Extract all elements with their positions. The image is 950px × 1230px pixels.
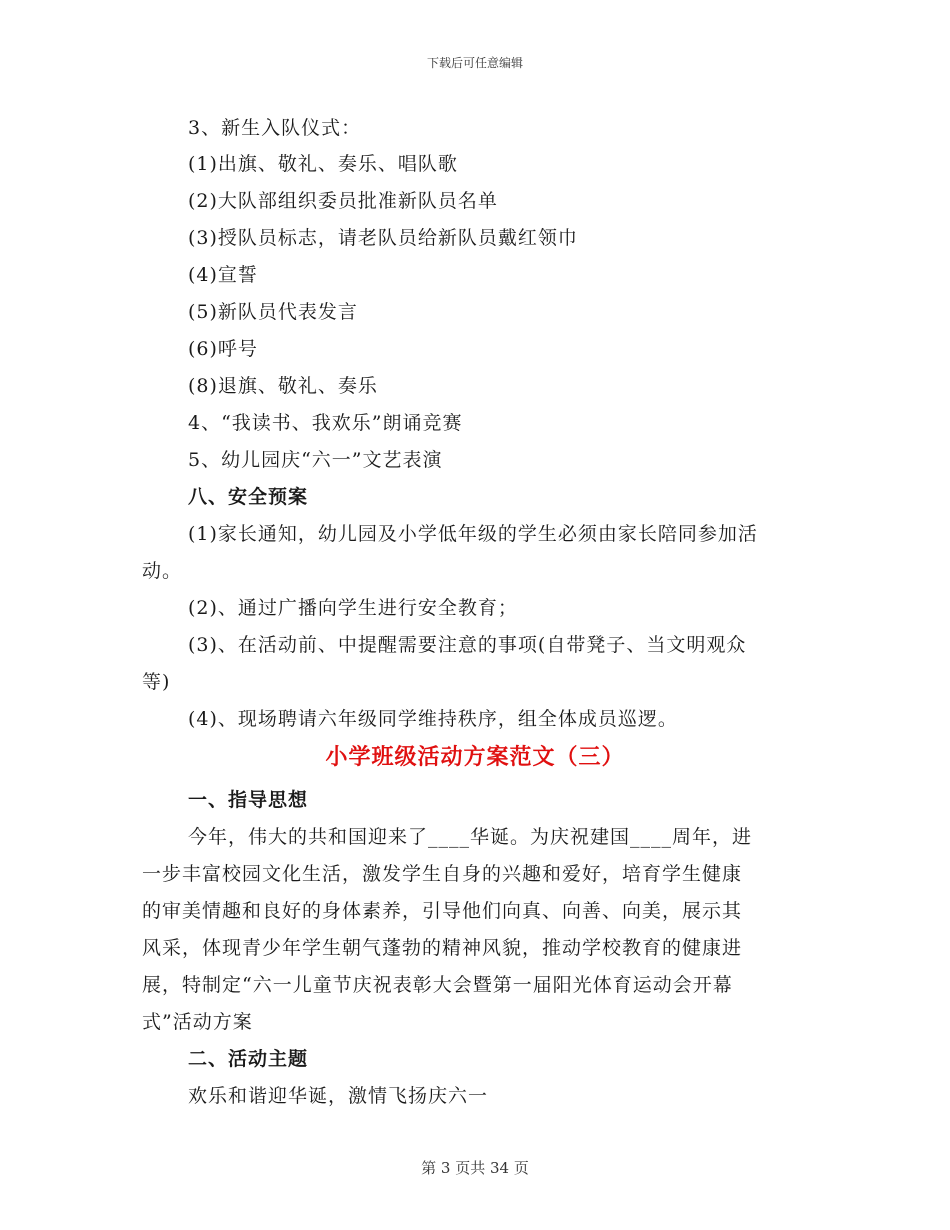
section-title: 小学班级活动方案范文（三） <box>325 744 625 770</box>
safety-item-1-line-1: (1)家长通知，幼儿园及小学低年级的学生必须由家长陪同参加活 <box>188 523 758 545</box>
guiding-line-6: 式”活动方案 <box>142 1011 253 1033</box>
item-5: 5、幼儿园庆“六一”文艺表演 <box>188 449 443 471</box>
guiding-line-1: 今年，伟大的共和国迎来了____华诞。为庆祝建国____周年，进 <box>188 826 753 848</box>
item-3-title: 3、新生入队仪式： <box>188 117 362 139</box>
guiding-line-5: 展，特制定“六一儿童节庆祝表彰大会暨第一届阳光体育运动会开幕 <box>142 974 733 996</box>
ceremony-step: (3)授队员标志，请老队员给新队员戴红领巾 <box>188 227 578 249</box>
theme-heading: 二、活动主题 <box>188 1048 309 1070</box>
ceremony-step: (1)出旗、敬礼、奏乐、唱队歌 <box>188 153 458 175</box>
theme-text: 欢乐和谐迎华诞，激情飞扬庆六一 <box>188 1085 489 1107</box>
ceremony-step: (5)新队员代表发言 <box>188 301 358 323</box>
ceremony-step: (2)大队部组织委员批准新队员名单 <box>188 190 498 212</box>
guiding-heading: 一、指导思想 <box>188 789 309 811</box>
ceremony-step: (4)宣誓 <box>188 264 258 286</box>
guiding-line-2: 一步丰富校园文化生活，激发学生自身的兴趣和爱好，培育学生健康 <box>142 863 743 885</box>
safety-item-2: (2)、通过广播向学生进行安全教育； <box>188 597 518 619</box>
ceremony-step: (6)呼号 <box>188 338 258 360</box>
safety-item-4: (4)、现场聘请六年级同学维持秩序，组全体成员巡逻。 <box>188 708 678 730</box>
guiding-line-4: 风采，体现青少年学生朝气蓬勃的精神风貌，推动学校教育的健康进 <box>142 937 743 959</box>
ceremony-step: (8)退旗、敬礼、奏乐 <box>188 375 378 397</box>
safety-item-3-line-1: (3)、在活动前、中提醒需要注意的事项(自带凳子、当文明观众 <box>188 634 747 656</box>
guiding-line-3: 的审美情趣和良好的身体素养，引导他们向真、向善、向美，展示其 <box>142 900 743 922</box>
safety-item-1-line-2: 动。 <box>142 560 183 582</box>
page-footer: 第 3 页共 34 页 <box>421 1159 529 1177</box>
safety-heading: 八、安全预案 <box>188 486 309 508</box>
item-4: 4、“我读书、我欢乐”朗诵竞赛 <box>188 412 463 434</box>
page-header: 下载后可任意编辑 <box>426 56 523 70</box>
safety-item-3-line-2: 等) <box>142 671 171 693</box>
